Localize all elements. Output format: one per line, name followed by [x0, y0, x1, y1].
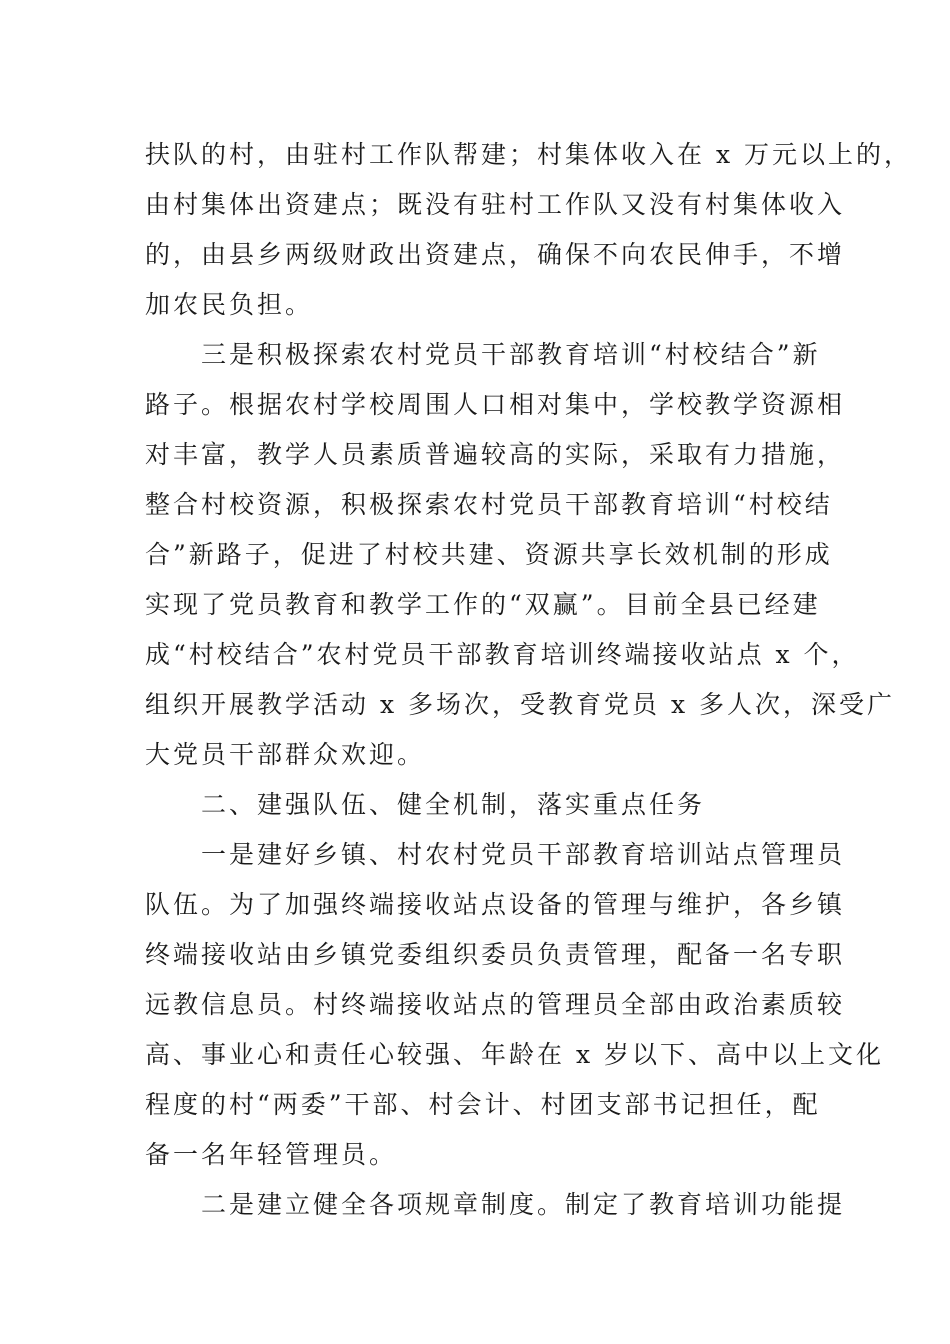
text-line: 三是积极探索农村党员干部教育培训“村校结合”新 [145, 340, 821, 369]
text-line: 队伍。为了加强终端接收站点设备的管理与维护，各乡镇 [145, 890, 846, 919]
text-line: 远教信息员。村终端接收站点的管理员全部由政治素质较 [145, 990, 846, 1019]
text-line: 整合村校资源，积极探索农村党员干部教育培训“村校结 [145, 490, 833, 519]
text-line: 一是建好乡镇、村农村党员干部教育培训站点管理员 [145, 840, 846, 869]
text-line: 程度的村“两委”干部、村会计、村团支部书记担任，配 [145, 1090, 821, 1119]
document-body [145, 130, 912, 1230]
text-line: 成“村校结合”农村党员干部教育培训终端接收站点 x 个， [145, 640, 860, 669]
text-line: 对丰富，教学人员素质普遍较高的实际，采取有力措施， [145, 440, 846, 469]
text-line: 扶队的村，由驻村工作队帮建；村集体收入在 x 万元以上的， [145, 140, 912, 169]
text-line: 组织开展教学活动 x 多场次，受教育党员 x 多人次，深受广 [145, 690, 895, 719]
text-line: 终端接收站由乡镇党委组织委员负责管理，配备一名专职 [145, 940, 846, 969]
text-line: 实现了党员教育和教学工作的“双赢”。目前全县已经建 [145, 590, 821, 619]
text-line: 由村集体出资建点；既没有驻村工作队又没有村集体收入 [145, 190, 846, 219]
text-line: 路子。根据农村学校周围人口相对集中，学校教学资源相 [145, 390, 846, 419]
text-line: 的，由县乡两级财政出资建点，确保不向农民伸手，不增 [145, 240, 846, 269]
text-line: 备一名年轻管理员。 [145, 1140, 398, 1169]
text-line: 大党员干部群众欢迎。 [145, 740, 426, 769]
text-line: 高、事业心和责任心较强、年龄在 x 岁以下、高中以上文化 [145, 1040, 884, 1069]
text-line: 合”新路子，促进了村校共建、资源共享长效机制的形成 [145, 540, 833, 569]
text-line: 二是建立健全各项规章制度。制定了教育培训功能提 [145, 1190, 846, 1219]
section-heading: 二、建强队伍、健全机制，落实重点任务 [145, 790, 706, 819]
text-line: 加农民负担。 [145, 290, 314, 319]
